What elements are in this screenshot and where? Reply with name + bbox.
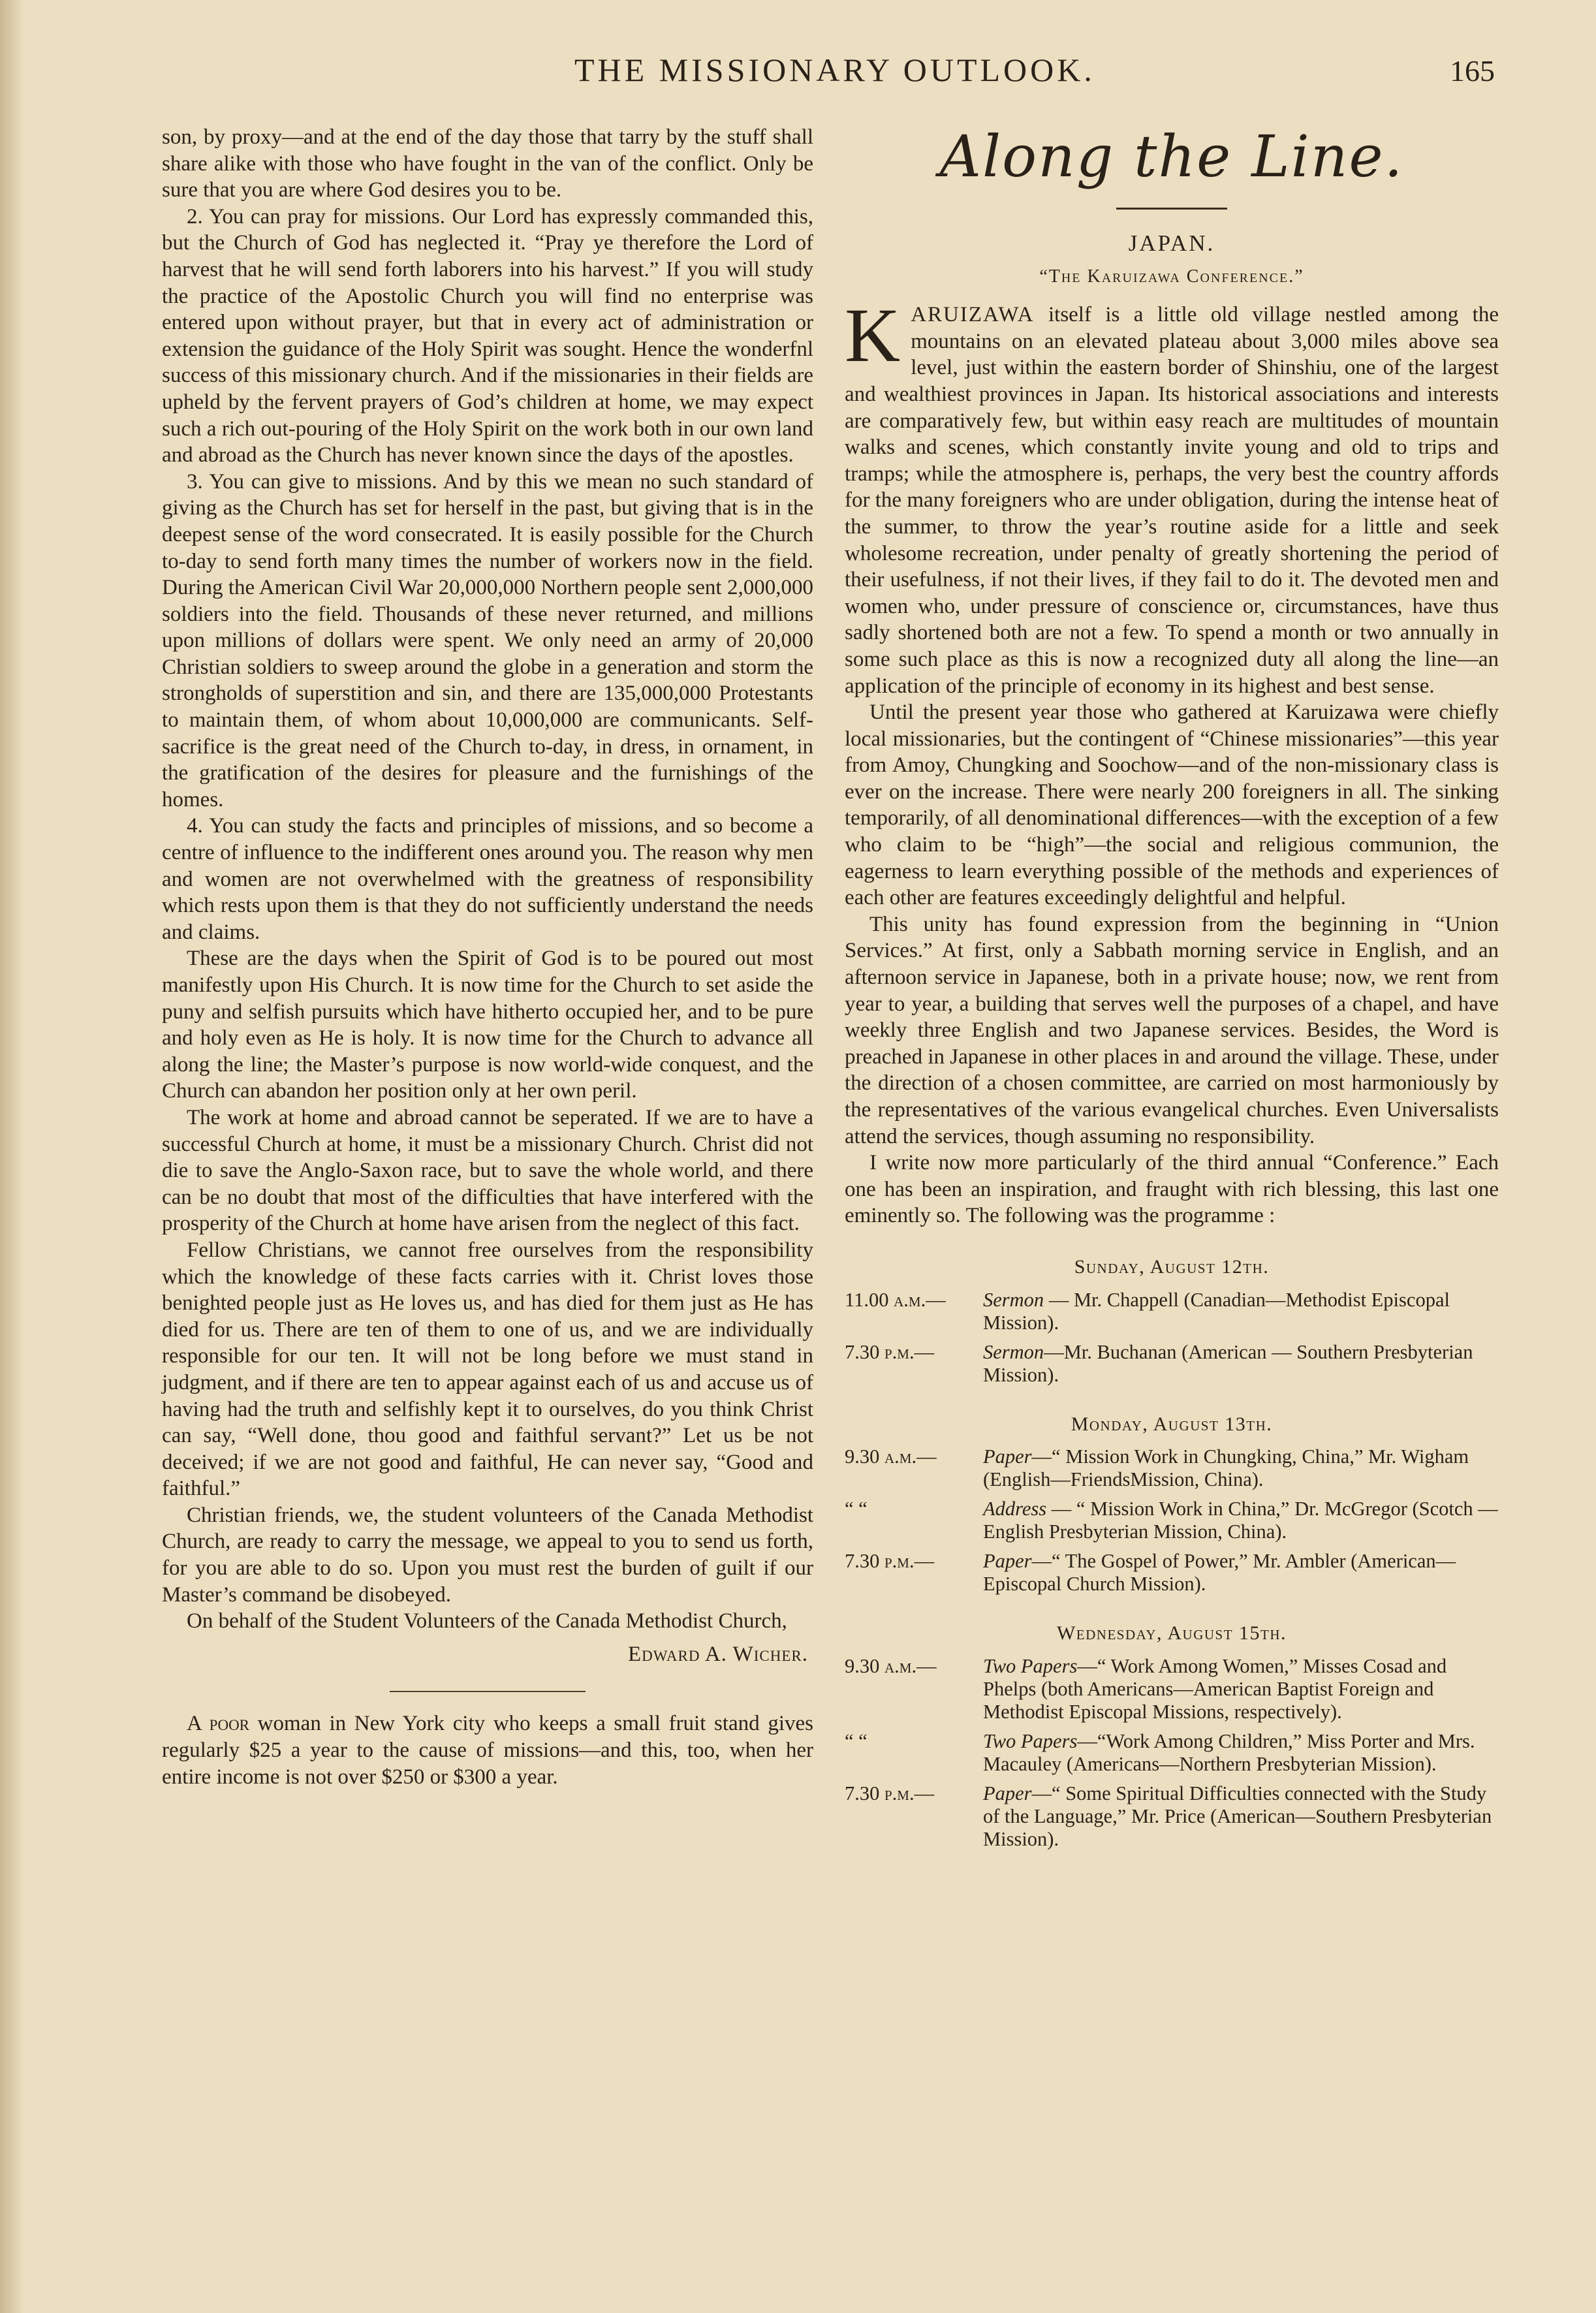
- note-text: woman in New York city who keeps a small fruit stand gives regularly $25 a year to the cause of missions—and this, too, when her entire income is not over $250 or $300 a year.: [162, 1712, 813, 1789]
- programme-text: “ Mission Work in China,” Dr. McGregor (Scotch — English Presbyterian Mission, China).: [983, 1498, 1498, 1543]
- programme-sep: —: [1077, 1729, 1097, 1752]
- programme-item: [845, 1550, 1499, 1596]
- programme-sep: —: [1077, 1654, 1097, 1677]
- paragraph: Fellow Christians, we cannot free ourselves from the responsibility which the knowledge of these facts carries with it. Christ loves those benighted people just as He loves us, and has died for them just as He has died for us. There are ten of them to one of us, and we are individually responsible for our ten. It will not be long before we must stand in judgment, and if there are ten to appear against each of us and accuse us of having had the truth and selfishly kept it to ourselves, do you think Christ can say, “Well done, thou good and faithful servant?” Let us be not deceived; if we are not good and faithful, He can never say, “Good and faithful.”: [162, 1238, 813, 1501]
- programme-item: [845, 1782, 1499, 1851]
- day-heading: Sunday, August 12th.: [1074, 1255, 1270, 1278]
- right-column: [845, 124, 1499, 1857]
- programme-sep: —: [1031, 1782, 1052, 1804]
- country-heading: JAPAN.: [1128, 230, 1215, 256]
- paragraph: 2. You can pray for missions. Our Lord has expressly commanded this, but the Church of God has neglected it. “Pray ye therefore the Lord of harvest that he will send forth laborers into his harvest.” If you will study the practice of the Apostolic Church you will find no enterprise was entered upon without prayer, but that in every act of administration or extension the guidance of the Holy Spirit was sought. Hence the wonderfnl success of this missionary church. And if the missionaries in their fields are upheld by the fervent prayers of God’s children at home, we may expect such a rich out-pouring of the Holy Spirit on the work both in our own land and abroad as the Church has never known since the days of the apostles.: [162, 204, 813, 467]
- programme-time: 7.30 p.m.—: [845, 1550, 935, 1573]
- note-lead: A poor: [187, 1712, 250, 1736]
- programme-item: [845, 1341, 1499, 1387]
- paragraph: These are the days when the Spirit of God is to be poured out most manifestly upon His Church. It is now time for the Church to set aside the puny and selfish pursuits which have hitherto occupied her, and to be pure and holy even as He is holy. It is now time for the Church to advance all along the line; the Master’s purpose is now world-wide conquest, and the Church can abandon her position only at her own peril.: [162, 947, 813, 1103]
- paragraph: This unity has found expression from the beginning in “Union Services.” At first, only a Sabbath morning service in English, and an afternoon service in Japanese, both in a private house; now, we rent from year to year, a building that serves well the purposes of a chapel, and have weekly three English and two Japanese services. Besides, the Word is preached in Japanese in other places in and around the village. These, under the direction of a chosen committee, are carried on most harmoniously by the representatives of the various evangelical churches. Even Universalists attend the services, though assuming no responsibility.: [845, 912, 1499, 1148]
- programme-label: Address: [983, 1498, 1047, 1520]
- signature: Edward A. Wicher.: [627, 1642, 808, 1666]
- programme-sep: —: [1044, 1340, 1064, 1363]
- paragraph: On behalf of the Student Volunteers of the Canada Methodist Church,: [187, 1609, 787, 1633]
- page-header: [0, 51, 1596, 110]
- paragraph: [845, 292, 1499, 699]
- page-edge: [0, 0, 22, 2313]
- article-title: “The Karuizawa Conference.”: [1039, 266, 1304, 287]
- programme: [845, 1254, 1499, 1851]
- department-title: Along the Line.: [939, 123, 1404, 190]
- paragraph: The work at home and abroad cannot be seperated. If we are to have a successful Church at home, it must be a missionary Church. Christ did not die to save the Anglo-Saxon race, but to save the whole world, and there can be no doubt that most of the difficulties that have interfered with the prosperity of the Church at home have arisen from the neglect of this fact.: [162, 1105, 813, 1236]
- day-heading: Wednesday, August 15th.: [1056, 1622, 1287, 1644]
- page-number: 165: [1450, 54, 1495, 87]
- day-heading: Monday, August 13th.: [1071, 1413, 1273, 1435]
- left-column: [162, 124, 813, 1790]
- programme-time: 9.30 a.m.—: [845, 1654, 937, 1677]
- programme-time: “ “: [845, 1498, 868, 1520]
- paragraph: I write now more particularly of the third annual “Conference.” Each one has been an inspiration, and fraught with rich blessing, this last one eminently so. The following was the programme :: [845, 1151, 1499, 1228]
- programme-text: “Work Among Children,” Miss Porter and Mrs. Macauley (Americans—Northern Presbyterian Mission).: [983, 1729, 1475, 1775]
- note-paragraph: [162, 1710, 813, 1790]
- programme-text: “ Work Among Women,” Misses Cosad and Phelps (both Americans—American Baptist Foreign and Methodist Episcopal Missions, respectively).: [983, 1654, 1447, 1723]
- title-divider: [1116, 208, 1227, 210]
- programme-sep: —: [1031, 1550, 1052, 1573]
- programme-text: “ The Gospel of Power,” Mr. Ambler (American—Episcopal Church Mission).: [983, 1550, 1456, 1596]
- programme-text: Mr. Chappell (Canadian—Methodist Episcopal Mission).: [983, 1288, 1450, 1334]
- programme-label: Paper: [983, 1445, 1032, 1468]
- programme-sep: —: [1044, 1288, 1074, 1311]
- paragraph: Christian friends, we, the student volunteers of the Canada Methodist Church, are ready to carry the message, we appeal to you to send us forth, for you are able to do so. Upon you must rest the burden of guilt if our Master’s command be disobeyed.: [162, 1503, 813, 1607]
- dropcap: K: [845, 292, 901, 379]
- programme-label: Paper: [983, 1550, 1032, 1573]
- programme-time: 7.30 p.m.—: [845, 1340, 935, 1363]
- paragraph: 4. You can study the facts and principles of missions, and so become a centre of influence to the indifferent ones around you. The reason why men and women are not overwhelmed with the greatness of responsibility which rests upon them is that they do not sufficiently understand the needs and claims.: [162, 814, 813, 944]
- programme-time: 7.30 p.m.—: [845, 1782, 935, 1804]
- programme-item: [845, 1445, 1499, 1491]
- programme-sep: —: [1031, 1445, 1052, 1468]
- paragraph: son, by proxy—and at the end of the day those that tarry by the stuff shall share alike with those who have fought in the van of the conflict. Only be sure that you are where God desires you to be.: [162, 125, 813, 202]
- programme-item: [845, 1498, 1499, 1543]
- programme-item: [845, 1730, 1499, 1776]
- programme-label: Sermon: [983, 1340, 1044, 1363]
- programme-label: Two Papers: [983, 1729, 1078, 1752]
- programme-sep: —: [1046, 1498, 1076, 1520]
- programme-item: [845, 1289, 1499, 1334]
- programme-label: Sermon: [983, 1288, 1044, 1311]
- programme-text: Mr. Buchanan (American — Southern Presbyterian Mission).: [983, 1340, 1473, 1386]
- programme-item: [845, 1655, 1499, 1723]
- programme-label: Two Papers: [983, 1654, 1078, 1677]
- paragraph-text: itself is a little old village nestled among the mountains on an elevated plateau about 3,000 miles above sea level, just within the eastern border of Shinshiu, one of the largest and wealthiest provinces in Japan. Its historical associations and interests are comparatively few, but within easy reach are multitudes of mountain walks and scenes, which constantly invite young and old to trips and tramps; while the atmosphere is, perhaps, the very best the country affords for the many foreigners who are under obligation, during the intense heat of the summer, to throw the year’s routine aside for a little and seek wholesome recreation, under penalty of greatly shortening the period of their usefulness, if not their lives, if they fail to do it. The devoted men and women who, under pressure of conscience or, circumstances, have thus sadly shortened both are not a few. To spend a month or two annually in some such place as this is now a recognized duty all along the line—an application of the principle of economy in its highest and best sense.: [845, 303, 1499, 698]
- programme-label: Paper: [983, 1782, 1032, 1804]
- programme-text: “ Some Spiritual Difficulties connected with the Study of the Language,” Mr. Price (American—Southern Presbyterian Mission).: [983, 1782, 1492, 1850]
- running-title: THE MISSIONARY OUTLOOK.: [574, 52, 1095, 88]
- paragraph: 3. You can give to missions. And by this we mean no such standard of giving as the Church has set for herself in the past, but giving that is in the deepest sense of the word consecrated. It is easily possible for the Church to-day to send forth many times the number of workers now in the field. During the American Civil War 20,000,000 Northern people sent 2,000,000 soldiers into the field. Thousands of these never returned, and millions upon millions of dollars were spent. We only need an army of 20,000 Christian soldiers to sweep around the globe in a generation and storm the strongholds of superstition and sin, and there are 135,000,000 Protestants to maintain them, of whom about 10,000,000 are communicants. Self-sacrifice is the great need of the Church to-day, in dress, in ornament, in the gratification of the desires for pleasure and the furnishings of the homes.: [162, 469, 813, 811]
- programme-time: “ “: [845, 1729, 868, 1752]
- programme-time: 9.30 a.m.—: [845, 1445, 937, 1468]
- programme-time: 11.00 a.m.—: [845, 1288, 946, 1311]
- divider: [390, 1691, 586, 1692]
- paragraph: Until the present year those who gathered at Karuizawa were chiefly local missionaries, but the contingent of “Chinese missionaries”—this year from Amoy, Chungking and Soochow—and of the non-missionary class is ever on the increase. There were nearly 200 foreigners in all. The sinking temporarily, of all denominational differences—with the exception of a few who claim to be “high”—the social and religious communion, the eagerness to learn everything possible of the methods and experiences of each other are features exceedingly delightful and helpful.: [845, 700, 1499, 910]
- programme-text: “ Mission Work in Chungking, China,” Mr. Wigham (English—FriendsMission, China).: [983, 1445, 1469, 1491]
- lead-word: ARUIZAWA: [911, 303, 1035, 327]
